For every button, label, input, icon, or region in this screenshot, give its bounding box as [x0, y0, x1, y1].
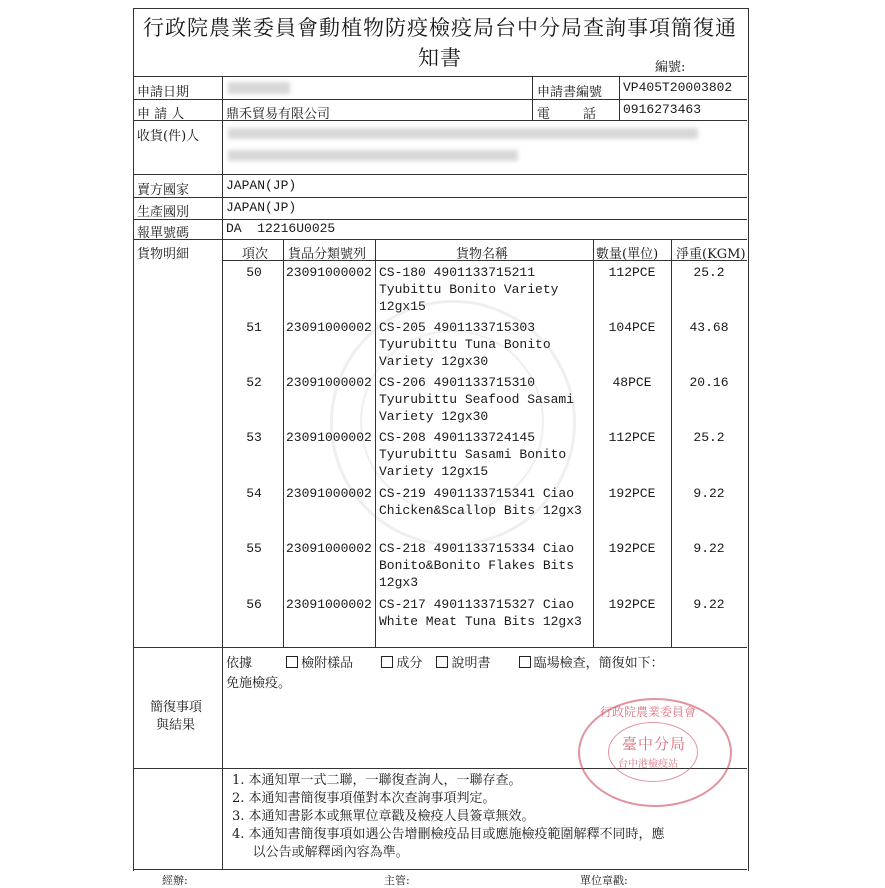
sample-checkbox[interactable]: [286, 656, 298, 668]
goods-name-line: CS-218 4901133715334 Ciao: [379, 541, 575, 556]
document-title: 行政院農業委員會動植物防疫檢疫局台中分局查詢事項簡復通知書: [143, 16, 737, 70]
handler-label: 經辦:: [162, 874, 188, 887]
basis-label: 依據: [226, 656, 253, 671]
net-weight: 43.68: [689, 320, 729, 335]
hs-code: 23091000002: [286, 430, 372, 445]
col-header-item-no: 項次: [242, 247, 269, 262]
manual-checkbox[interactable]: [436, 656, 448, 668]
rule: [133, 647, 747, 648]
quantity: 104PCE: [608, 320, 656, 335]
col-header-hs-code: 貨品分類號列: [288, 247, 367, 262]
quantity: 192PCE: [608, 541, 656, 556]
ingredient-option: 成分: [396, 656, 423, 671]
quantity: 112PCE: [608, 265, 656, 280]
reply-label-line-2: 與結果: [156, 718, 196, 733]
note-1: 1. 本通知單一式二聯，一聯復查詢人，一聯存查。: [232, 773, 522, 788]
hs-code: 23091000002: [286, 541, 372, 556]
seller-country-value: JAPAN(JP): [226, 178, 297, 193]
applicant-value: 鼎禾貿易有限公司: [226, 107, 331, 122]
net-weight: 25.2: [693, 430, 725, 445]
quantity: 192PCE: [608, 486, 656, 501]
ingredient-checkbox[interactable]: [381, 656, 393, 668]
declaration-number-value: DA 12216U0025: [226, 221, 336, 236]
applicant-label: 申 請 人: [137, 107, 185, 122]
quantity: 48PCE: [612, 375, 652, 390]
item-number: 52: [246, 375, 262, 390]
hs-code: 23091000002: [286, 486, 372, 501]
goods-name-line: Variety 12gx15: [379, 464, 489, 479]
seal-outer-text: 行政院農業委員會: [600, 705, 697, 719]
col-header-quantity: 數量(單位): [596, 247, 659, 262]
quantity: 112PCE: [608, 430, 656, 445]
hs-code: 23091000002: [286, 320, 372, 335]
rule: [532, 76, 533, 120]
reply-result: 免施檢疫。: [226, 676, 292, 691]
unit-seal-label: 單位章戳:: [580, 874, 628, 887]
note-4: 4. 本通知書簡復事項如遇公告增刪檢疫品目或應施檢疫範圍解釋不同時，應: [232, 827, 665, 842]
seal-center-text: 臺中分局: [622, 735, 687, 753]
hs-code: 23091000002: [286, 375, 372, 390]
origin-country-value: JAPAN(JP): [226, 200, 297, 215]
hs-code: 23091000002: [286, 265, 372, 280]
goods-name-line: Variety 12gx30: [379, 354, 489, 369]
goods-name-line: Tyurubittu Seafood Sasami: [379, 392, 575, 407]
declaration-number-label: 報單號碼: [137, 226, 190, 241]
goods-name-line: CS-206 4901133715310: [379, 375, 536, 390]
redacted-date: [228, 82, 290, 94]
goods-name-line: Bonito&Bonito Flakes Bits: [379, 558, 575, 573]
application-number-value: VP405T20003802: [623, 80, 733, 95]
note-2: 2. 本通知書簡復事項僅對本次查詢事項判定。: [232, 791, 496, 806]
goods-name-line: 12gx3: [379, 575, 419, 590]
goods-name-line: Variety 12gx30: [379, 409, 489, 424]
goods-name-line: CS-180 4901133715211: [379, 265, 536, 280]
rule: [283, 239, 284, 647]
rule: [133, 99, 747, 100]
item-number: 53: [246, 430, 262, 445]
goods-name-line: CS-219 4901133715341 Ciao: [379, 486, 575, 501]
sample-option: 檢附樣品: [301, 656, 354, 671]
rule: [133, 219, 747, 220]
goods-name-line: White Meat Tuna Bits 12gx3: [379, 614, 582, 629]
onsite-inspection-checkbox[interactable]: [519, 656, 531, 668]
goods-name-line: CS-205 4901133715303: [379, 320, 536, 335]
apply-date-label: 申請日期: [137, 85, 190, 100]
rule: [133, 174, 747, 175]
col-header-goods-name: 貨物名稱: [456, 247, 509, 262]
rule: [133, 76, 747, 77]
note-3: 3. 本通知書影本或無單位章戳及檢疫人員簽章無效。: [232, 809, 535, 824]
net-weight: 9.22: [693, 541, 725, 556]
goods-name-line: CS-208 4901133724145: [379, 430, 536, 445]
consignee-label: 收貨(件)人: [137, 129, 200, 144]
item-number: 54: [246, 486, 262, 501]
note-4-continued: 以公告或解釋函內容為準。: [232, 845, 409, 860]
manual-option: 說明書: [451, 656, 491, 671]
goods-name-line: 12gx15: [379, 299, 426, 314]
item-number: 56: [246, 597, 262, 612]
seal-center-subtext: 台中港檢疫站: [618, 759, 678, 770]
rule: [222, 76, 223, 869]
redacted-consignee-line-2: [228, 150, 518, 161]
col-header-net-weight: 淨重(KGM): [676, 247, 746, 262]
onsite-inspection-option: 臨場檢查，簡復如下：: [533, 656, 664, 671]
net-weight: 9.22: [693, 486, 725, 501]
serial-number-label: 編號:: [655, 60, 686, 75]
hs-code: 23091000002: [286, 597, 372, 612]
quantity: 192PCE: [608, 597, 656, 612]
item-number: 55: [246, 541, 262, 556]
reply-basis-line: [226, 652, 664, 671]
net-weight: 9.22: [693, 597, 725, 612]
supervisor-label: 主管:: [384, 874, 410, 887]
reply-label-line-1: 簡復事項: [150, 700, 203, 715]
net-weight: 20.16: [689, 375, 729, 390]
application-number-label: 申請書編號: [537, 85, 603, 100]
origin-country-label: 生產國別: [137, 205, 190, 220]
goods-name-line: Tyubittu Bonito Variety: [379, 282, 559, 297]
goods-name-line: Tyurubittu Tuna Bonito: [379, 337, 551, 352]
phone-value: 0916273463: [623, 102, 702, 117]
redacted-consignee-line-1: [228, 128, 698, 139]
phone-label: 電 話: [537, 107, 597, 122]
rule: [619, 76, 620, 120]
item-number: 50: [246, 265, 262, 280]
rule: [133, 197, 747, 198]
item-number: 51: [246, 320, 262, 335]
seller-country-label: 賣方國家: [137, 183, 190, 198]
goods-name-line: Tyurubittu Sasami Bonito: [379, 447, 567, 462]
rule: [133, 869, 747, 870]
goods-detail-label: 貨物明細: [137, 247, 190, 262]
goods-name-line: Chicken&Scallop Bits 12gx3: [379, 503, 582, 518]
goods-name-line: CS-217 4901133715327 Ciao: [379, 597, 575, 612]
net-weight: 25.2: [693, 265, 725, 280]
rule: [133, 239, 747, 240]
